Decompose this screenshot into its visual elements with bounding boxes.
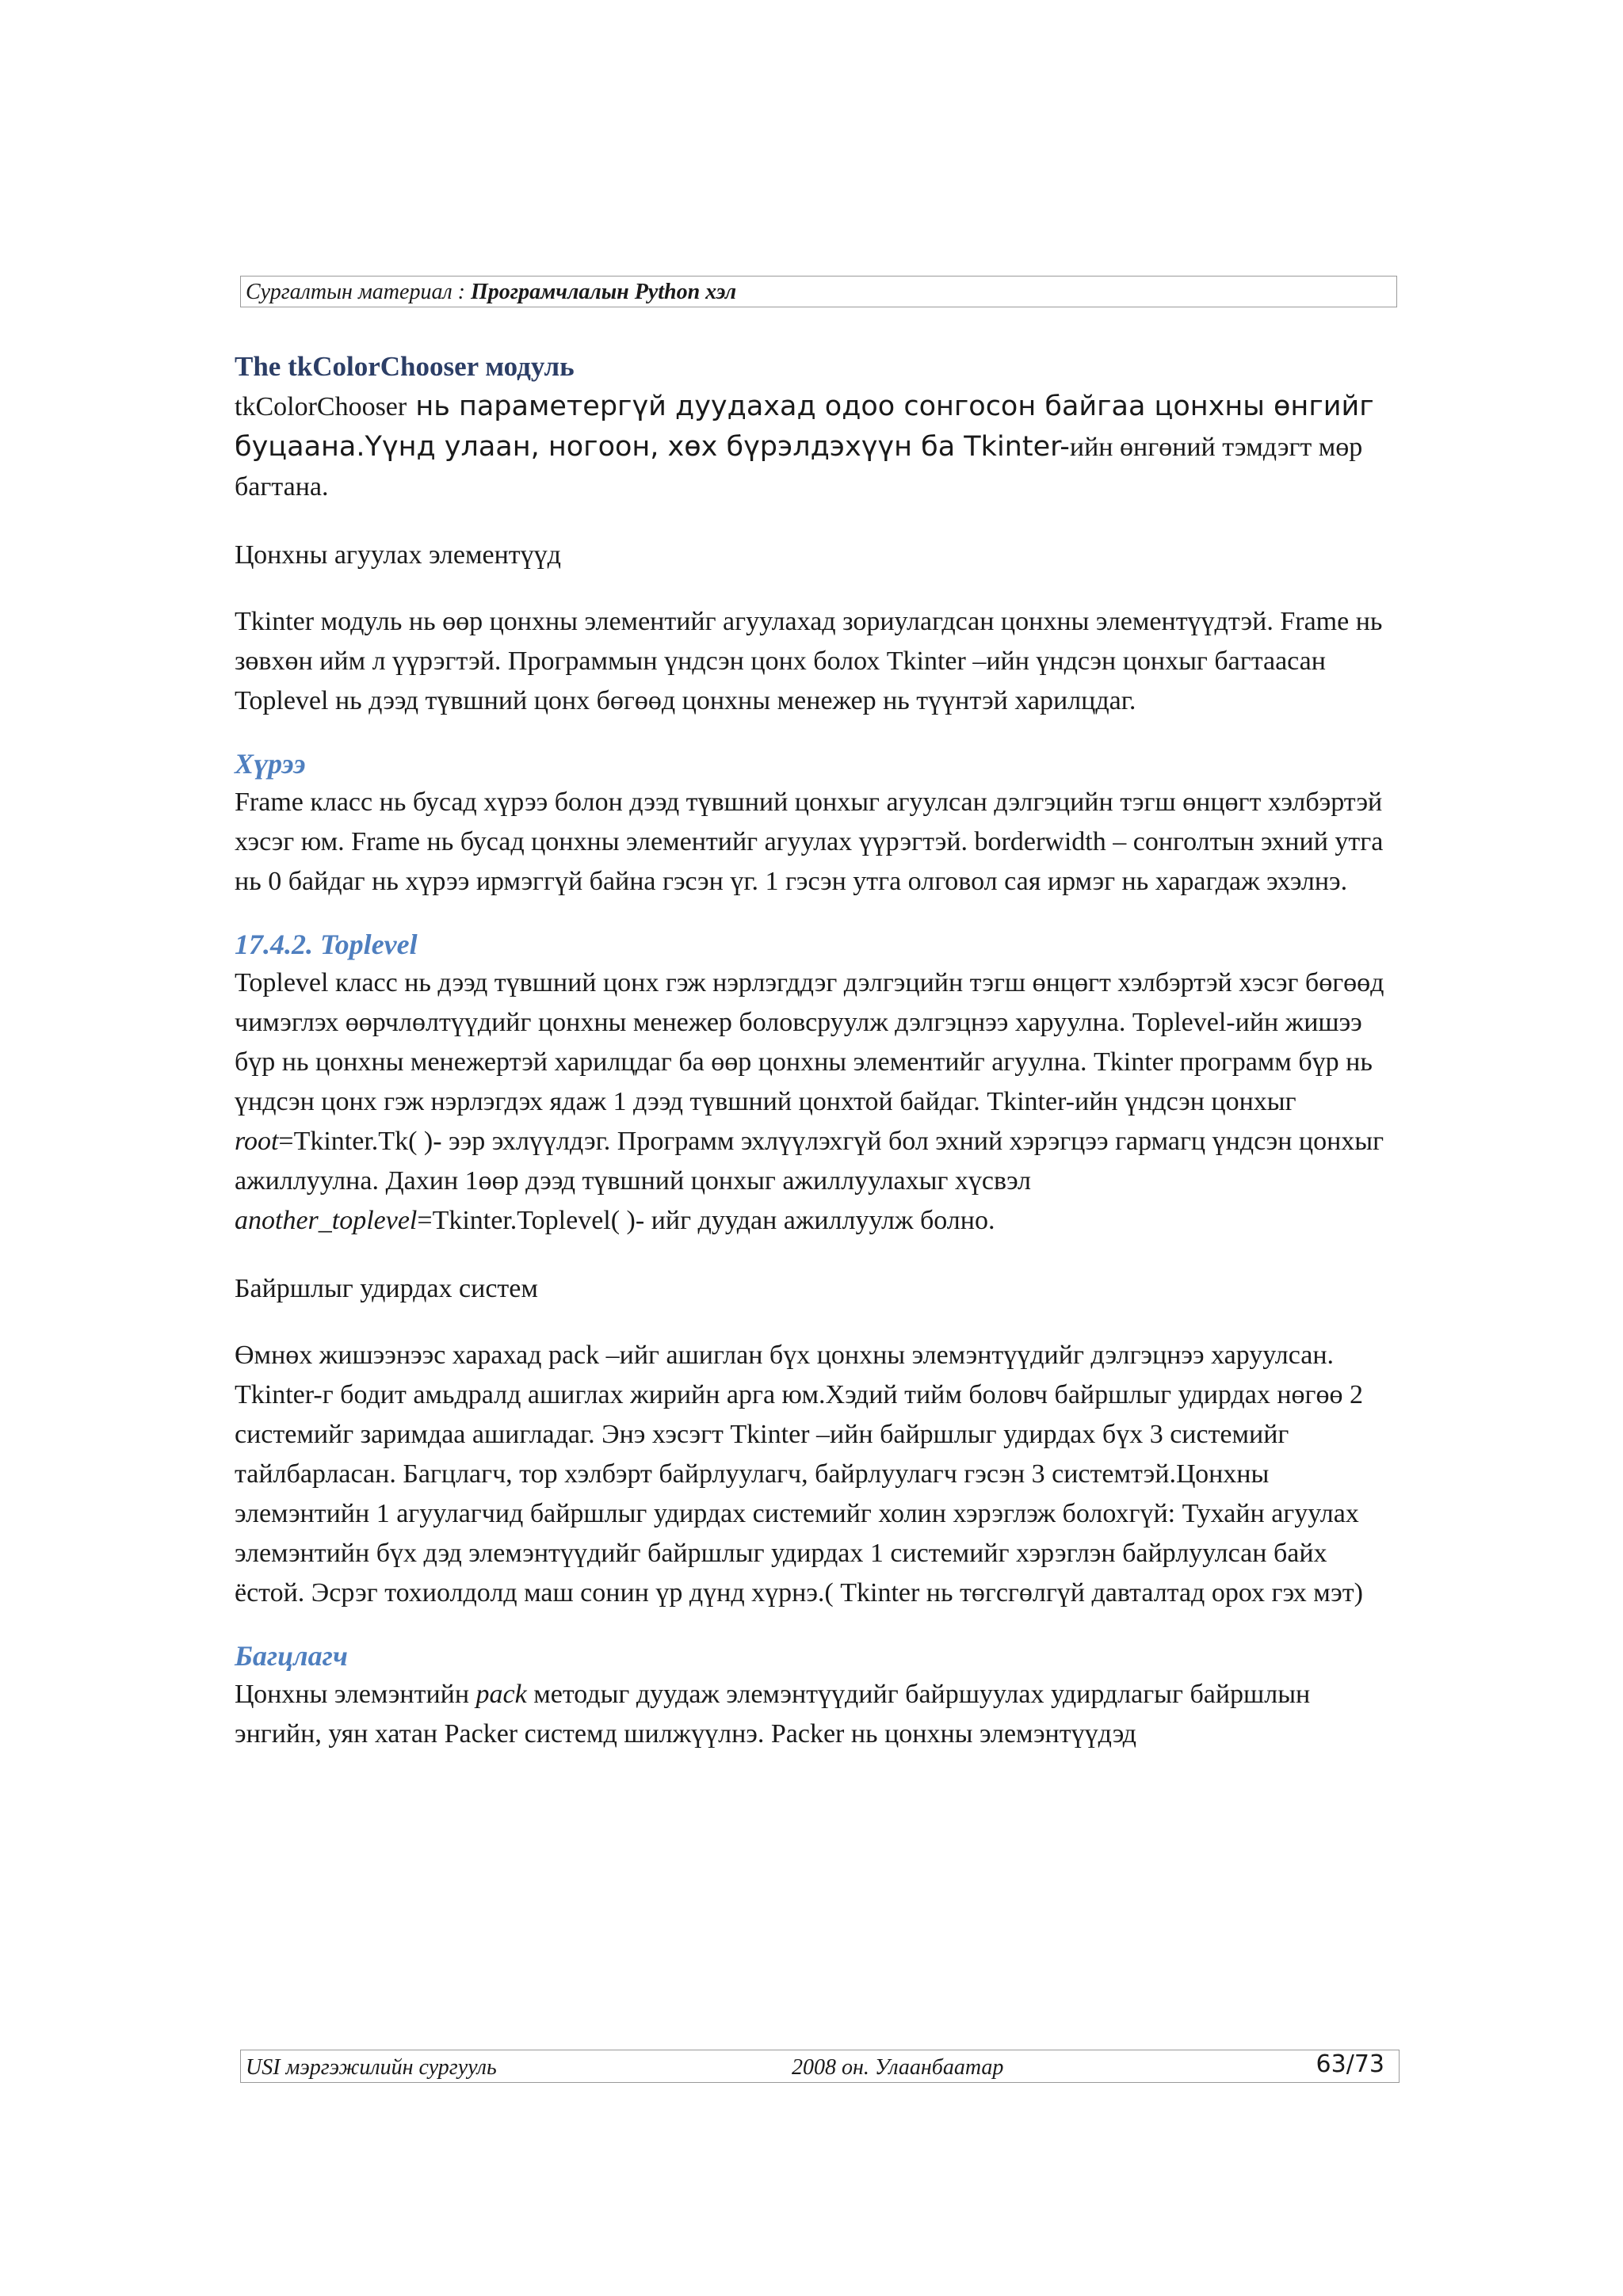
packer-heading: Багцлагч xyxy=(235,1640,348,1672)
toplevel-root: root xyxy=(235,1127,279,1156)
footer-school: USI мэргэжилийн сургууль xyxy=(246,2055,497,2080)
colorchooser-text: нь параметергүй дуудахад одоо сонгосон байгаа цонхны өнгийг буцаана.Үүнд улаан, ногоон, хөх бүрэлдэхүүн ба Tkinter- xyxy=(235,391,1374,463)
packer-paragraph xyxy=(235,1675,1400,1754)
packer-pack: pack xyxy=(475,1680,527,1709)
toplevel-text-a: Toplevel класс нь дээд түвшний цонх гэж нэрлэгддэг дэлгэцийн тэгш өнцөгт хэлбэртэй хэсэг бөгөөд чимэглэх өөрчлөлтүүдийг цонхны менежер боловсруулж дэлгэцнээ харуулна. Toplevel-ийн жишээ бүр нь цонхны менежертэй харилцдаг ба өөр цонхны элементийг агуулна. Tkinter программ бүр нь үндсэн цонх гэж нэрлэгдэх ядаж 1 дээд түвшний цонхтой байдаг. Tkinter-ийн үндсэн цонхыг xyxy=(235,968,1384,1116)
footer-year-city: 2008 он. Улаанбаатар xyxy=(792,2055,1004,2080)
colorchooser-code: tkColorChooser xyxy=(235,392,407,421)
page-content xyxy=(235,347,1400,1754)
frame-heading: Хүрээ xyxy=(235,748,306,780)
containers-paragraph: Tkinter модуль нь өөр цонхны элементийг агуулахад зориулагдсан цонхны элементүүдтэй. Frame нь зөвхөн ийм л үүрэгтэй. Программын үндсэн цонх болох Tkinter –ийн үндсэн цонхыг багтаасан Toplevel нь дээд түвшний цонх бөгөөд цонхны менежер нь түүнтэй харилцдаг. xyxy=(235,607,1383,715)
header-title: Програмчлалын Python хэл xyxy=(471,280,737,304)
colorchooser-paragraph xyxy=(235,387,1400,507)
colorchooser-heading: The tkColorChooser модуль xyxy=(235,351,575,382)
toplevel-paragraph xyxy=(235,963,1400,1241)
toplevel-text-b: =Tkinter.Tk( )- ээр эхлүүлдэг. Программ эхлүүлэхгүй бол эхний хэрэгцээ гармагц үндсэн цонхыг ажиллуулна. Дахин 1өөр дээд түвшний цонхыг ажиллуулахыг хүсвэл xyxy=(235,1127,1384,1196)
geometry-label: Байршлыг удирдах систем xyxy=(235,1274,538,1303)
page-number: 63/73 xyxy=(1316,2050,1384,2078)
toplevel-another: another_toplevel xyxy=(235,1206,418,1235)
page-footer xyxy=(240,2050,1400,2083)
packer-text-b: методыг дуудаж элемэнтүүдийг байршуулах удирдлагыг байршлын энгийн, уян хатан Packer системд шилжүүлнэ. Packer нь цонхны элемэнтүүдэд xyxy=(235,1680,1311,1749)
containers-label: Цонхны агуулах элементүүд xyxy=(235,540,561,570)
colorchooser-text-end: ийн өнгөний тэмдэгт мөр багтана. xyxy=(235,433,1363,502)
page-header xyxy=(240,276,1397,307)
header-text xyxy=(246,280,736,305)
frame-paragraph: Frame класс нь бусад хүрээ болон дээд түвшний цонхыг агуулсан дэлгэцийн тэгш өнцөгт хэлбэртэй хэсэг юм. Frame нь бусад цонхны элементийг агуулах үүрэгтэй. borderwidth – сонголтын эхний утга нь 0 байдаг нь хүрээ ирмэггүй байна гэсэн үг. 1 гэсэн утга олговол сая ирмэг нь харагдаж эхэлнэ. xyxy=(235,788,1384,896)
geometry-paragraph: Өмнөх жишээнээс харахад pack –ийг ашиглан бүх цонхны элемэнтүүдийг дэлгэцнээ харуулсан. Tkinter-г бодит амьдралд ашиглах жирийн арга юм.Хэдий тийм боловч байршлыг удирдах нөгөө 2 системийг заримдаа ашигладаг. Энэ хэсэгт Tkinter –ийн байршлыг удирдах бүх 3 системийг тайлбарласан. Багцлагч, тор хэлбэрт байрлуулагч, байрлуулагч гэсэн 3 системтэй.Цонхны элемэнтийн 1 агуулагчид байршлыг удирдах системийг холин хэрэглэж болохгүй: Тухайн агуулах элемэнтийн бүх дэд элемэнтүүдийг байршлыг удирдах 1 системийг хэрэглэн байрлуулсан байх ёстой. Эсрэг тохиолдолд маш сонин үр дүнд хүрнэ.( Tkinter нь төгсгөлгүй давталтад орох гэх мэт) xyxy=(235,1341,1363,1608)
packer-text-a: Цонхны элемэнтийн xyxy=(235,1680,476,1709)
toplevel-heading: 17.4.2. Toplevel xyxy=(235,929,418,960)
header-label: Сургалтын материал : xyxy=(246,280,465,304)
toplevel-text-c: =Tkinter.Toplevel( )- ийг дуудан ажиллуулж болно. xyxy=(417,1206,995,1235)
